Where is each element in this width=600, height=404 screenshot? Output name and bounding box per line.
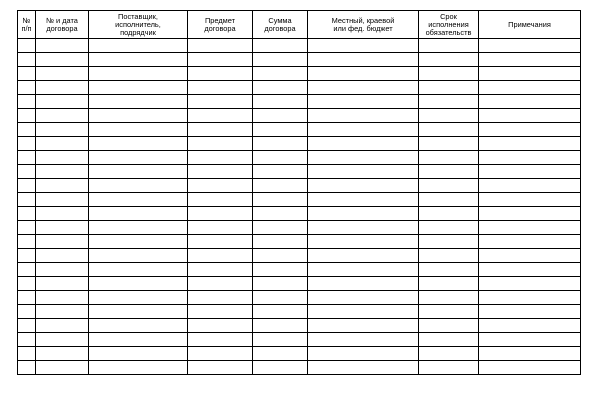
table-cell (89, 81, 188, 95)
table-cell (89, 151, 188, 165)
table-cell (18, 123, 36, 137)
table-row (18, 165, 581, 179)
table-cell (18, 179, 36, 193)
table-cell (36, 109, 89, 123)
table-cell (253, 179, 308, 193)
table-cell (18, 221, 36, 235)
table-cell (188, 95, 253, 109)
table-cell (419, 67, 479, 81)
table-cell (308, 137, 419, 151)
table-cell (253, 193, 308, 207)
table-cell (89, 221, 188, 235)
table-cell (419, 235, 479, 249)
table-cell (36, 151, 89, 165)
table-cell (308, 53, 419, 67)
table-row (18, 291, 581, 305)
column-header-supplier: Поставщик, исполнитель, подрядчик (89, 11, 188, 39)
table-cell (419, 95, 479, 109)
table-cell (479, 263, 581, 277)
column-header-contract-number-date: № и дата договора (36, 11, 89, 39)
table-cell (308, 235, 419, 249)
table-cell (188, 165, 253, 179)
table-cell (308, 305, 419, 319)
table-cell (18, 95, 36, 109)
table-cell (253, 305, 308, 319)
table-row (18, 151, 581, 165)
table-cell (308, 109, 419, 123)
table-cell (308, 291, 419, 305)
table-cell (253, 123, 308, 137)
table-cell (253, 39, 308, 53)
table-cell (36, 95, 89, 109)
column-header-contract-amount: Сумма договора (253, 11, 308, 39)
table-cell (89, 193, 188, 207)
table-cell (36, 291, 89, 305)
table-cell (36, 81, 89, 95)
table-cell (188, 361, 253, 375)
table-cell (308, 81, 419, 95)
table-cell (308, 39, 419, 53)
table-cell (253, 221, 308, 235)
table-cell (188, 207, 253, 221)
table-cell (308, 123, 419, 137)
table-cell (188, 123, 253, 137)
table-cell (188, 67, 253, 81)
table-cell (308, 347, 419, 361)
table-cell (419, 39, 479, 53)
table-cell (419, 179, 479, 193)
table-cell (36, 207, 89, 221)
table-cell (188, 249, 253, 263)
table-cell (89, 347, 188, 361)
table-cell (253, 67, 308, 81)
table-body (18, 39, 581, 375)
table-cell (36, 137, 89, 151)
table-cell (18, 361, 36, 375)
table-cell (188, 151, 253, 165)
table-cell (18, 137, 36, 151)
table-cell (253, 291, 308, 305)
table-cell (188, 179, 253, 193)
table-cell (18, 291, 36, 305)
table-cell (253, 151, 308, 165)
table-cell (308, 277, 419, 291)
table-cell (36, 235, 89, 249)
table-row (18, 277, 581, 291)
table-row (18, 81, 581, 95)
table-cell (308, 193, 419, 207)
table-cell (188, 347, 253, 361)
table-row (18, 305, 581, 319)
table-cell (419, 319, 479, 333)
table-row (18, 249, 581, 263)
table-cell (188, 235, 253, 249)
table-cell (419, 137, 479, 151)
table-cell (253, 53, 308, 67)
table-cell (308, 333, 419, 347)
table-cell (479, 249, 581, 263)
table-row (18, 53, 581, 67)
table-cell (36, 165, 89, 179)
table-cell (18, 319, 36, 333)
table-cell (188, 263, 253, 277)
table-cell (479, 151, 581, 165)
table-cell (18, 193, 36, 207)
table-cell (479, 333, 581, 347)
table-cell (36, 67, 89, 81)
table-cell (419, 361, 479, 375)
column-header-notes: Примечания (479, 11, 581, 39)
table-cell (18, 151, 36, 165)
table-cell (36, 319, 89, 333)
table-row (18, 221, 581, 235)
table-header-row (18, 11, 581, 39)
table-cell (419, 81, 479, 95)
table-row (18, 137, 581, 151)
table-cell (36, 53, 89, 67)
table-cell (419, 277, 479, 291)
table-cell (89, 305, 188, 319)
table-cell (18, 207, 36, 221)
table-cell (188, 305, 253, 319)
table-cell (89, 165, 188, 179)
table-cell (36, 347, 89, 361)
table-cell (479, 277, 581, 291)
table-row (18, 67, 581, 81)
table-cell (253, 137, 308, 151)
table-cell (89, 67, 188, 81)
table-cell (89, 53, 188, 67)
table-cell (308, 319, 419, 333)
table-cell (419, 333, 479, 347)
table-cell (253, 95, 308, 109)
table-cell (253, 333, 308, 347)
table-cell (419, 53, 479, 67)
table-cell (419, 193, 479, 207)
table-cell (419, 291, 479, 305)
table-cell (18, 53, 36, 67)
table-cell (36, 277, 89, 291)
table-cell (36, 123, 89, 137)
table-row (18, 319, 581, 333)
table-cell (18, 277, 36, 291)
table-cell (308, 67, 419, 81)
table-cell (253, 347, 308, 361)
column-header-budget-source: Местный, краевой или фед. бюджет (308, 11, 419, 39)
table-cell (419, 221, 479, 235)
table-cell (419, 109, 479, 123)
table-cell (18, 263, 36, 277)
table-cell (419, 207, 479, 221)
table-cell (188, 319, 253, 333)
table-cell (253, 207, 308, 221)
table-cell (419, 263, 479, 277)
table-cell (36, 221, 89, 235)
table-cell (89, 361, 188, 375)
table-cell (188, 333, 253, 347)
table-cell (188, 39, 253, 53)
table-cell (479, 179, 581, 193)
table-cell (18, 249, 36, 263)
table-cell (479, 109, 581, 123)
table-cell (479, 53, 581, 67)
table-cell (188, 53, 253, 67)
table-cell (419, 347, 479, 361)
column-header-deadline: Срок исполнения обязательств (419, 11, 479, 39)
table-cell (36, 249, 89, 263)
table-cell (36, 305, 89, 319)
table-cell (188, 221, 253, 235)
table-cell (89, 291, 188, 305)
table-cell (253, 361, 308, 375)
table-cell (18, 305, 36, 319)
table-cell (308, 179, 419, 193)
table-cell (308, 249, 419, 263)
table-cell (419, 165, 479, 179)
table-cell (479, 67, 581, 81)
table-cell (18, 109, 36, 123)
table-cell (89, 39, 188, 53)
table-cell (36, 361, 89, 375)
table-cell (89, 207, 188, 221)
table-cell (18, 39, 36, 53)
table-cell (89, 263, 188, 277)
table-cell (253, 235, 308, 249)
table-row (18, 235, 581, 249)
table-cell (188, 109, 253, 123)
table-cell (308, 207, 419, 221)
table-cell (479, 137, 581, 151)
table-cell (479, 39, 581, 53)
table-cell (89, 109, 188, 123)
table-cell (253, 81, 308, 95)
table-cell (479, 193, 581, 207)
table-row (18, 207, 581, 221)
table-cell (18, 333, 36, 347)
table-cell (188, 193, 253, 207)
table-cell (479, 95, 581, 109)
table-cell (89, 123, 188, 137)
table-cell (479, 319, 581, 333)
table-cell (253, 249, 308, 263)
table-cell (308, 95, 419, 109)
table-row (18, 193, 581, 207)
table-row (18, 179, 581, 193)
table-cell (479, 207, 581, 221)
table-cell (188, 81, 253, 95)
table-cell (308, 165, 419, 179)
table-cell (188, 291, 253, 305)
table-cell (36, 179, 89, 193)
table-cell (308, 361, 419, 375)
table-cell (253, 277, 308, 291)
table-row (18, 123, 581, 137)
table-cell (18, 347, 36, 361)
table-cell (308, 263, 419, 277)
table-cell (18, 165, 36, 179)
table-row (18, 347, 581, 361)
table-row (18, 39, 581, 53)
table-cell (419, 123, 479, 137)
table-cell (479, 305, 581, 319)
table-cell (188, 137, 253, 151)
table-cell (89, 235, 188, 249)
table-cell (479, 235, 581, 249)
table-cell (89, 249, 188, 263)
table-cell (18, 81, 36, 95)
table-row (18, 361, 581, 375)
table-cell (419, 151, 479, 165)
table-cell (253, 263, 308, 277)
table-cell (479, 361, 581, 375)
contracts-register-table (17, 10, 581, 375)
table-cell (479, 221, 581, 235)
table-cell (479, 291, 581, 305)
table-cell (36, 333, 89, 347)
table-cell (188, 277, 253, 291)
table-cell (89, 277, 188, 291)
column-header-contract-subject: Предмет договора (188, 11, 253, 39)
table-cell (89, 95, 188, 109)
table-cell (253, 109, 308, 123)
table-cell (89, 333, 188, 347)
column-header-number: № п/п (18, 11, 36, 39)
table-cell (36, 193, 89, 207)
table-cell (89, 319, 188, 333)
table-row (18, 263, 581, 277)
table-row (18, 95, 581, 109)
table-cell (419, 305, 479, 319)
table-cell (36, 39, 89, 53)
table-cell (419, 249, 479, 263)
table-cell (479, 165, 581, 179)
table-cell (253, 165, 308, 179)
table-cell (18, 67, 36, 81)
table-cell (36, 263, 89, 277)
table-cell (89, 179, 188, 193)
table-row (18, 333, 581, 347)
table-cell (253, 319, 308, 333)
table-cell (479, 123, 581, 137)
table-cell (18, 235, 36, 249)
table-row (18, 109, 581, 123)
table-cell (308, 151, 419, 165)
table-cell (308, 221, 419, 235)
table-cell (479, 347, 581, 361)
table-cell (89, 137, 188, 151)
table-cell (479, 81, 581, 95)
